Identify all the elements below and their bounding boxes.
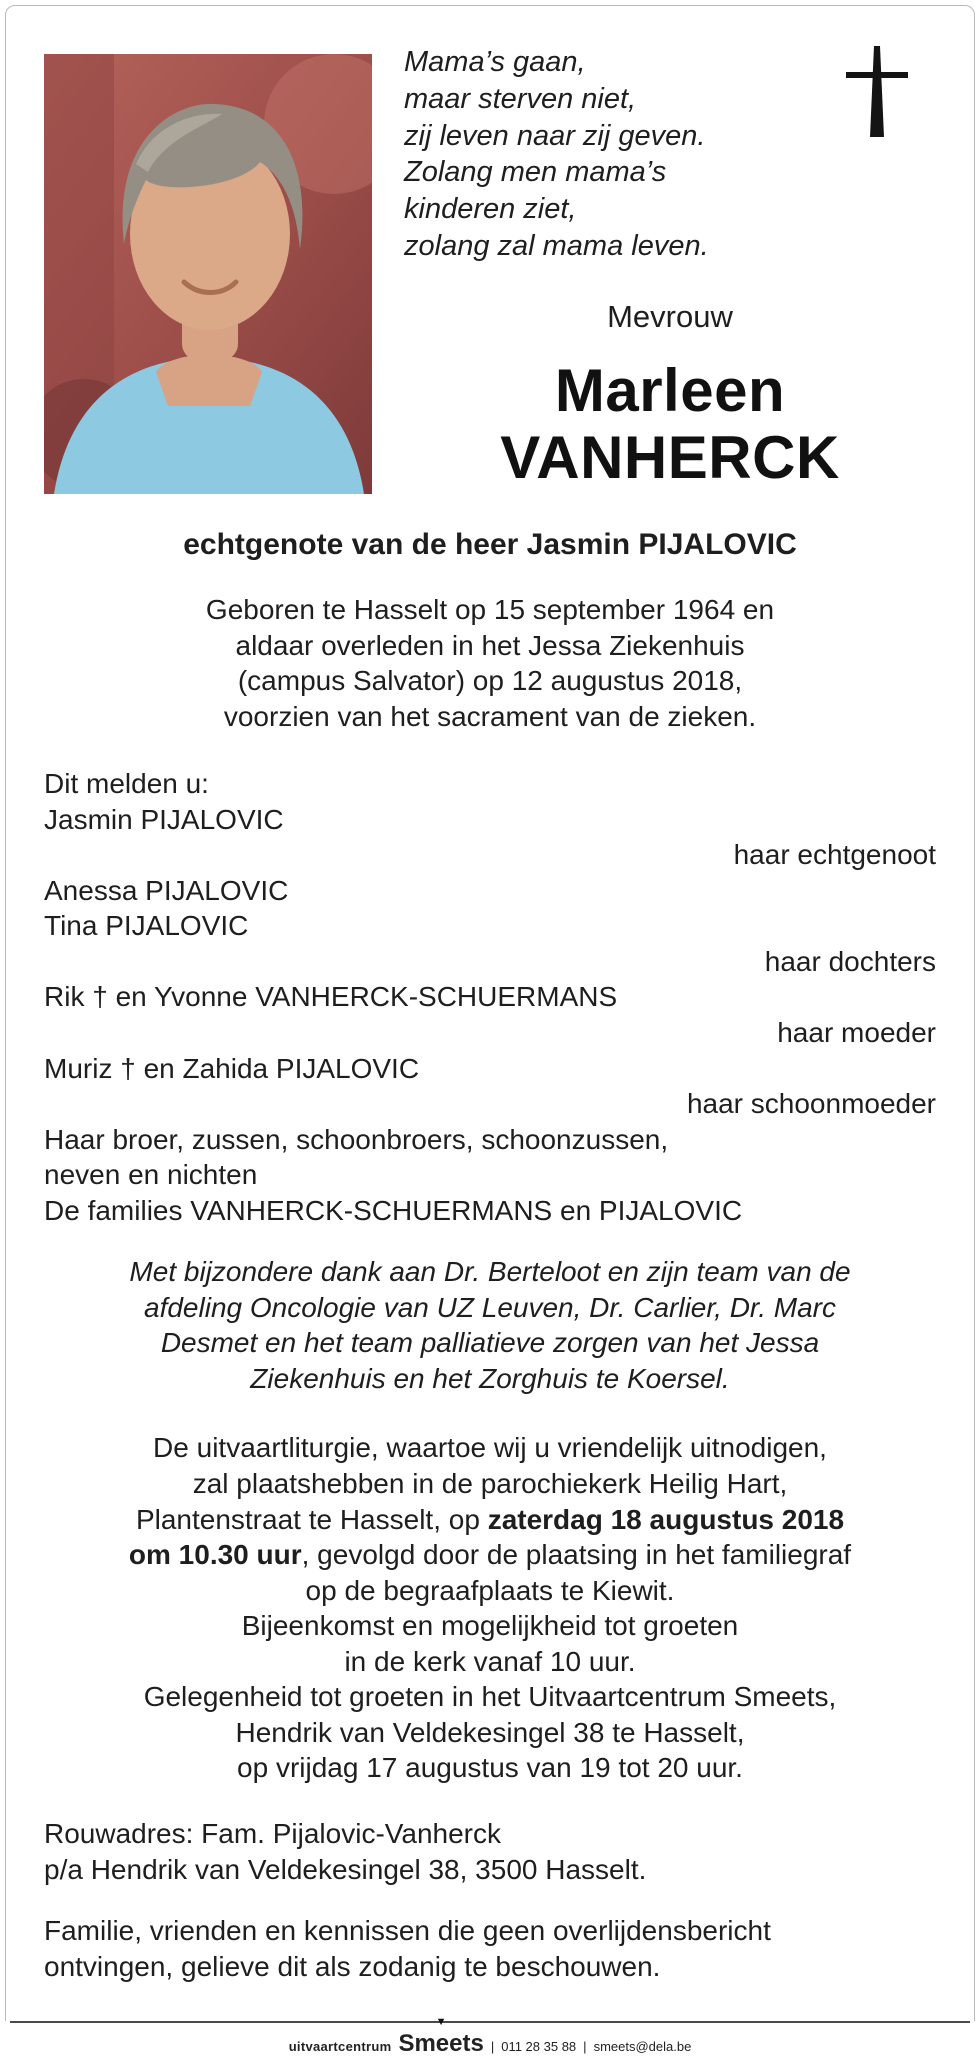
- announcement-section: [44, 766, 936, 1228]
- birth-death-line: voorzien van het sacrament van de zieken.: [223, 700, 757, 732]
- poem-line: zij leven naar zij geven.: [404, 119, 706, 152]
- footer-company-name-text: Smeets: [398, 2030, 484, 2057]
- deceased-first-name: Marleen: [554, 356, 786, 424]
- thanks-line: afdeling Oncologie van UZ Leuven, Dr. Carlier, Dr. Marc: [144, 1291, 836, 1323]
- service-paragraph: [44, 1430, 936, 1785]
- top-section: [44, 44, 936, 494]
- thanks-line: Met bijzondere dank aan Dr. Berteloot en zijn team van de: [129, 1256, 851, 1288]
- notice-line: ontvingen, gelieve dit als zodanig te beschouwen.: [44, 1950, 661, 1982]
- footer: [0, 2016, 980, 2068]
- poem-line: Zolang men mama’s: [404, 156, 667, 189]
- service-line: Gelegenheid tot groeten in het Uitvaartcentrum Smeets,: [143, 1681, 837, 1713]
- mourning-address-line: Rouwadres: Fam. Pijalovic-Vanherck: [44, 1817, 501, 1849]
- service-line-text: , gevolgd door de plaatsing in het familiegraf: [301, 1539, 852, 1571]
- announcement-closing-line: Haar broer, zussen, schoonbroers, schoonzussen,: [44, 1123, 669, 1155]
- poem-line: Mama’s gaan,: [404, 46, 586, 78]
- footer-separator: |: [583, 2039, 587, 2054]
- birth-death-paragraph: [44, 592, 936, 734]
- thanks-paragraph: [44, 1254, 936, 1396]
- top-right-column: [372, 44, 936, 491]
- family-name: Jasmin PIJALOVIC: [44, 803, 284, 835]
- footer-company-name: [398, 2016, 484, 2057]
- birth-death-line: Geboren te Hasselt op 15 september 1964 en: [205, 594, 775, 625]
- service-line: zal plaatshebben in de parochiekerk Heilig Hart,: [192, 1468, 788, 1500]
- service-date: zaterdag 18 augustus 2018: [487, 1503, 845, 1535]
- poem-line: maar sterven niet,: [404, 82, 637, 115]
- poem-line: kinderen ziet,: [404, 193, 577, 226]
- honorific: Mevrouw: [607, 298, 733, 334]
- service-line: Hendrik van Veldekesingel 38 te Hasselt,: [235, 1716, 745, 1748]
- announcement-closing-line: De families VANHERCK-SCHUERMANS en PIJALOVIC: [44, 1194, 743, 1226]
- mourning-address: [44, 1816, 936, 1887]
- service-line: Bijeenkomst en mogelijkheid tot groeten: [241, 1610, 739, 1642]
- service-line: op vrijdag 17 augustus van 19 tot 20 uur.: [237, 1752, 743, 1784]
- family-name: Rik † en Yvonne VANHERCK-SCHUERMANS: [44, 981, 618, 1013]
- portrait-photo-art: [44, 54, 372, 494]
- service-time: om 10.30 uur: [128, 1539, 302, 1571]
- announcement-closing-line: neven en nichten: [44, 1159, 258, 1191]
- thanks-line: Ziekenhuis en het Zorghuis te Koersel.: [250, 1362, 730, 1394]
- footer-separator: |: [490, 2039, 495, 2054]
- footer-email: smeets@dela.be: [593, 2039, 692, 2054]
- birth-death-line: aldaar overleden in het Jessa Ziekenhuis: [235, 629, 745, 661]
- footer-phone: 011 28 35 88: [501, 2039, 577, 2054]
- cross-icon: [844, 46, 910, 143]
- service-line: op de begraafplaats te Kiewit.: [305, 1574, 675, 1606]
- footer-content: [0, 2016, 980, 2057]
- family-role: haar moeder: [777, 1017, 936, 1049]
- service-line: [44, 1502, 936, 1538]
- footer-company-prefix: uitvaartcentrum: [288, 2039, 392, 2054]
- notice-paragraph: [44, 1913, 936, 1984]
- service-line: [44, 1537, 936, 1573]
- service-line-text: Plantenstraat te Hasselt, op: [135, 1503, 488, 1535]
- family-role: haar echtgenoot: [733, 839, 936, 871]
- family-role: haar dochters: [764, 945, 936, 977]
- service-line: in de kerk vanaf 10 uur.: [344, 1645, 636, 1677]
- mourning-address-line: p/a Hendrik van Veldekesingel 38, 3500 Hasselt.: [44, 1853, 647, 1885]
- relation-line: echtgenote van de heer Jasmin PIJALOVIC: [183, 528, 797, 561]
- poem-line: zolang zal mama leven.: [404, 230, 709, 263]
- family-role: haar schoonmoeder: [686, 1088, 936, 1120]
- deceased-name: [404, 357, 936, 491]
- announcement-intro: Dit melden u:: [44, 768, 209, 800]
- portrait-photo: [44, 54, 372, 494]
- family-name: Muriz † en Zahida PIJALOVIC: [44, 1052, 420, 1084]
- triangle-logo-icon: ▼: [435, 2016, 447, 2028]
- deceased-last-name: VANHERCK: [500, 424, 840, 492]
- family-name: Anessa PIJALOVIC: [44, 874, 289, 906]
- family-name: Tina PIJALOVIC: [44, 910, 249, 942]
- thanks-line: Desmet en het team palliatieve zorgen van het Jessa: [160, 1327, 820, 1359]
- birth-death-line: (campus Salvator) op 12 augustus 2018,: [237, 665, 743, 697]
- service-line: De uitvaartliturgie, waartoe wij u vriendelijk uitnodigen,: [153, 1432, 827, 1464]
- notice-line: Familie, vrienden en kennissen die geen overlijdensbericht: [44, 1915, 771, 1947]
